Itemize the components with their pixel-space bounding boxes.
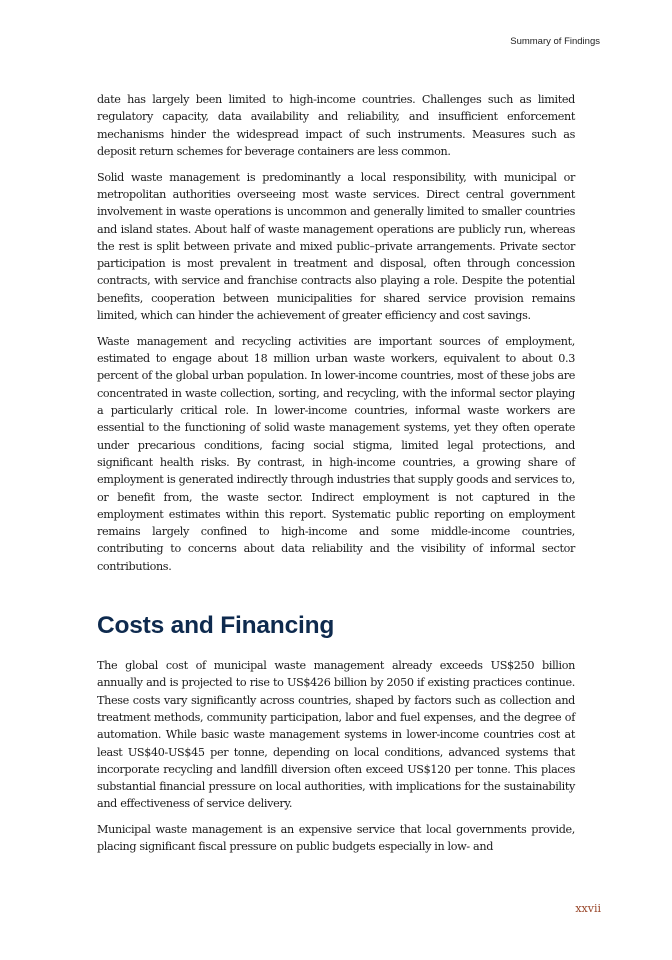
page-number: xxvii	[575, 902, 601, 915]
paragraph: Municipal waste management is an expensive service that local governments provide, placing significant fiscal pressure on public budgets especially in low- and	[97, 823, 575, 854]
paragraph: date has largely been limited to high-income countries. Challenges such as limited regulatory capacity, data availability and reliability, and insufficient enforcement mechanisms hinder the widespread impact of such instruments. Measures such as deposit return schemes for beverage containers are less common.	[97, 93, 575, 158]
paragraph: Solid waste management is predominantly a local responsibility, with municipal or metropolitan authorities overseeing most waste services. Direct central government involvement in waste operations is uncommon and generally limited to smaller countries and island states. About half of waste management operations are publicly run, whereas the rest is split between private and mixed public–private arrangements. Private sector participation is most prevalent in treatment and disposal, often through concession contracts, with service and franchise contracts also playing a role. Despite the potential benefits, cooperation between municipalities for shared service provision remains limited, which can hinder the achievement of greater efficiency and cost savings.	[97, 170, 575, 323]
paragraph: Waste management and recycling activities are important sources of employment, estimated to engage about 18 million urban waste workers, equivalent to about 0.3 percent of the global urban population. In lower-income countries, most of these jobs are concentrated in waste collection, sorting, and recycling, with the informal sector playing a particularly critical role. In lower-income countries, informal waste workers are essential to the functioning of solid waste management systems, yet they often operate under precarious conditions, facing social stigma, limited legal protections, and significant health risks. By contrast, in high-income countries, a growing share of employment is generated indirectly through industries that supply goods and services to, or benefit from, the waste sector. Indirect employment is not captured in the employment estimates within this report. Systematic public reporting on employment remains largely confined to high-income and some middle-income countries, contributing to concerns about data reliability and the visibility of informal sector contributions.	[97, 334, 575, 573]
paragraph: The global cost of municipal waste management already exceeds US$250 billion annually and is projected to rise to US$426 billion by 2050 if existing practices continue. These costs vary significantly across countries, shaped by factors such as collection and treatment methods, community participation, labor and fuel expenses, and the degree of automation. While basic waste management systems in lower-income countries cost at least US$40-US$45 per tonne, depending on local conditions, advanced systems that incorporate recycling and landfill diversion often exceed US$120 per tonne. This places substantial financial pressure on local authorities, with implications for the sustainability and effectiveness of service delivery.	[97, 659, 575, 811]
running-header-title: Summary of Findings	[510, 36, 600, 47]
section-heading: Costs and Financing	[97, 612, 335, 640]
page-body	[97, 91, 575, 864]
